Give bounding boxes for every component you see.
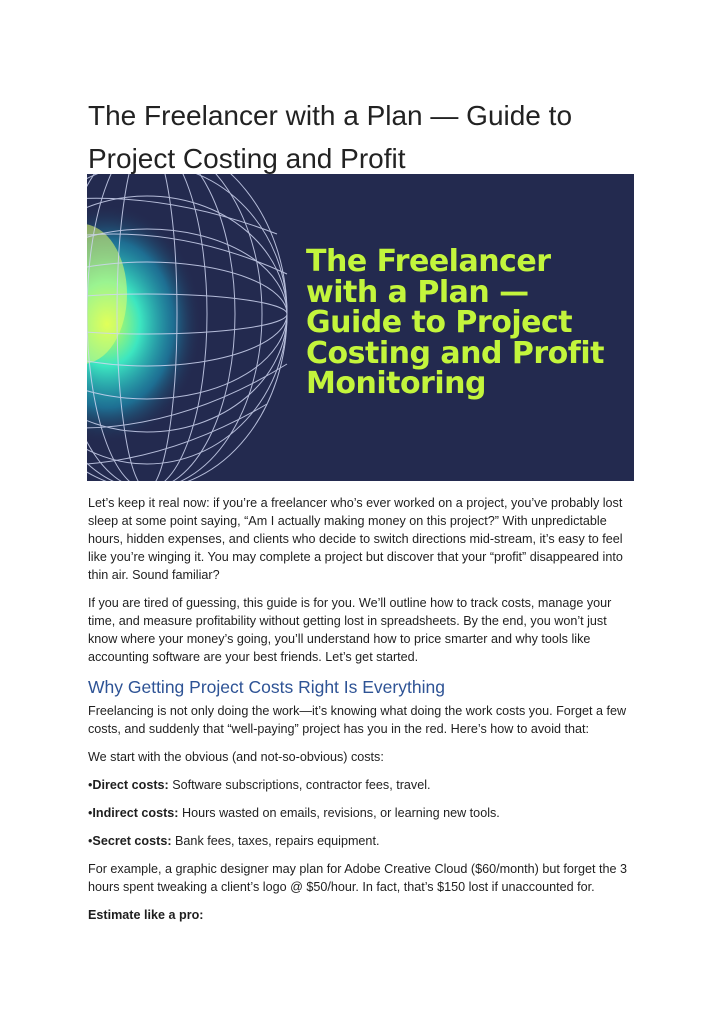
bullet-icon: •: [88, 834, 93, 848]
bullet-label: Direct costs:: [92, 778, 169, 792]
section-intro: Freelancing is not only doing the work—it’s knowing what doing the work costs you. Forget a few costs, and suddenly that “well-paying” project has you in the red. Here’s how to avoid that:: [88, 704, 627, 736]
bullet-icon: •: [88, 778, 93, 792]
example-paragraph: For example, a graphic designer may plan for Adobe Creative Cloud ($60/month) but forget the 3 hours spent tweaking a client’s logo @ $50/hour. In fact, that’s $150 lost if unaccounted for.: [88, 862, 628, 894]
bullet-label: Secret costs:: [92, 834, 172, 848]
intro-paragraph: If you are tired of guessing, this guide is for you. We’ll outline how to track costs, manage your time, and measure profitability without getting lost in spreadsheets. By the end, you won’t just know where your money’s going, you’ll understand how to price smarter and why tools like accounting software are your best friends. Let’s get started.: [88, 596, 612, 664]
bullet-text: Bank fees, taxes, repairs equipment.: [171, 834, 380, 848]
section-heading: Why Getting Project Costs Right Is Everything: [88, 677, 445, 697]
list-item: [88, 804, 636, 822]
section-lead: We start with the obvious (and not-so-obvious) costs:: [88, 750, 384, 764]
bullet-icon: •: [88, 806, 93, 820]
article-body: [88, 494, 636, 934]
hero-title: The Freelancer with a Plan — Guide to Project Costing and Profit Monitoring: [306, 244, 604, 401]
subheading: Estimate like a pro:: [88, 908, 204, 922]
bullet-label: Indirect costs:: [92, 806, 179, 820]
list-item: [88, 832, 636, 850]
document-title: The Freelancer with a Plan — Guide to Project Costing and Profit: [88, 100, 573, 174]
bullet-text: Software subscriptions, contractor fees, travel.: [168, 778, 431, 792]
bullet-text: Hours wasted on emails, revisions, or learning new tools.: [178, 806, 500, 820]
hero-banner: [87, 174, 634, 481]
list-item: [88, 776, 636, 794]
intro-paragraph: Let’s keep it real now: if you’re a freelancer who’s ever worked on a project, you’ve probably lost sleep at some point saying, “Am I actually making money on this project?” With unpredictable hours, hidden expenses, and clients who decide to switch directions mid-stream, it’s easy to feel like you’re winging it. You may complete a project but discover that your “profit” disappeared into thin air. Sound familiar?: [88, 496, 623, 582]
